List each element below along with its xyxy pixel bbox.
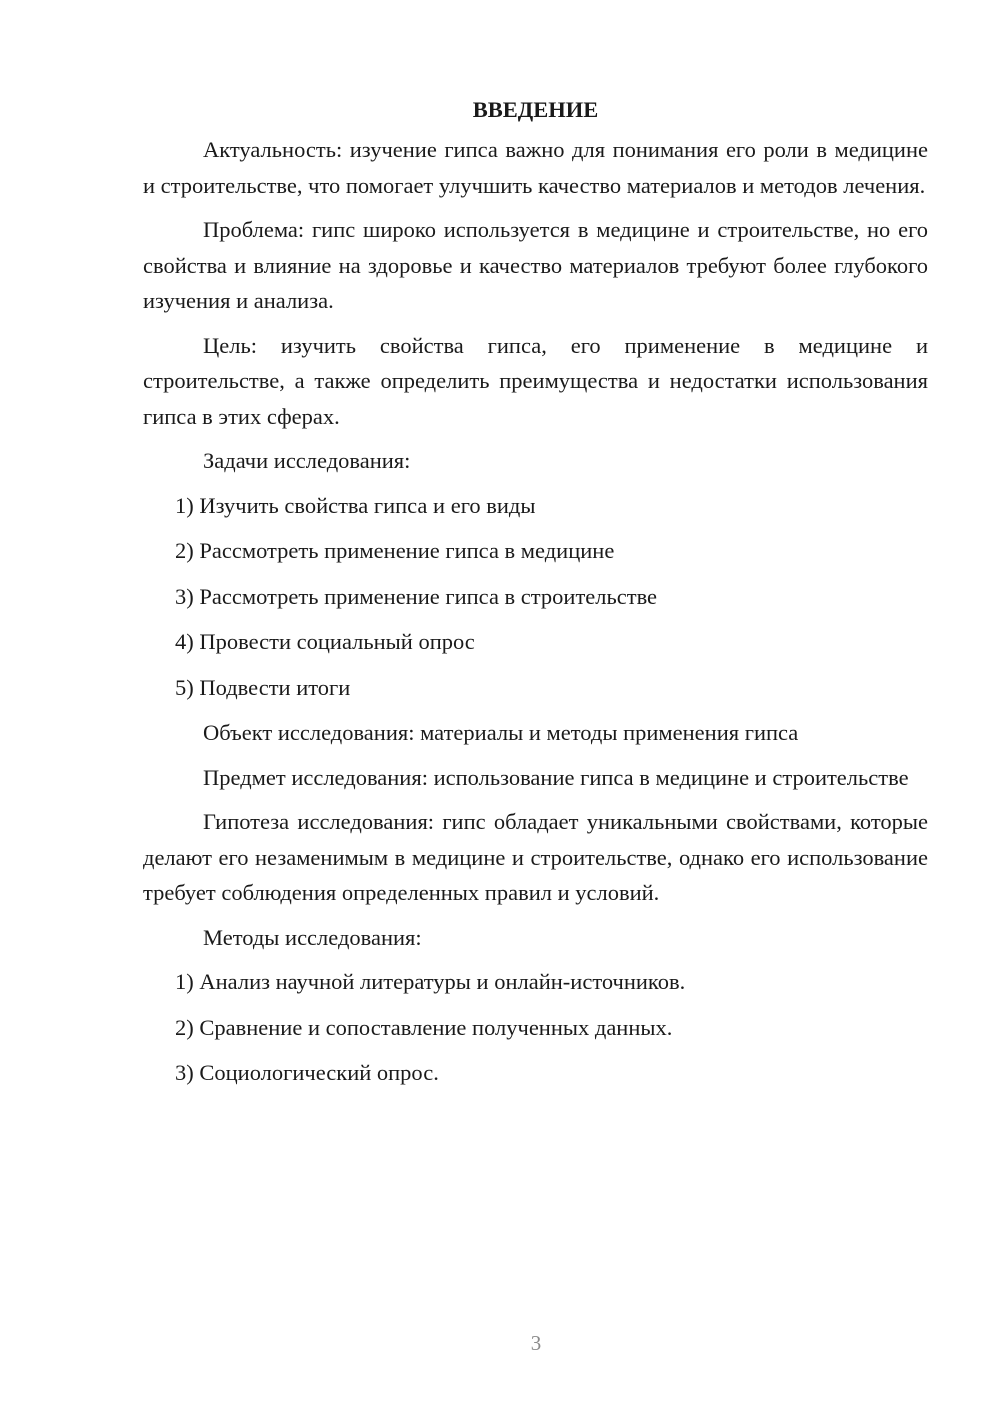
task-item-5: 5) Подвести итоги [175, 674, 351, 700]
page-number: 3 [530, 1331, 542, 1355]
methods-title: Методы исследования: [203, 924, 422, 950]
tasks-list [143, 488, 928, 706]
method-item-1: 1) Анализ научной литературы и онлайн-источников. [175, 969, 686, 994]
section-heading: ВВЕДЕНИЕ [472, 97, 599, 122]
tasks-title: Задачи исследования: [203, 448, 411, 473]
task-item-3: 3) Рассмотреть применение гипса в строительстве [175, 583, 658, 609]
method-item-2: 2) Сравнение и сопоставление полученных данных. [175, 1014, 673, 1040]
task-item-4: 4) Провести социальный опрос [175, 629, 475, 654]
paragraph-subject: Предмет исследования: использование гипса в медицине и строительстве [203, 764, 909, 790]
page-content [143, 92, 928, 1101]
paragraph-object: Объект исследования: материалы и методы применения гипса [203, 720, 799, 745]
paragraph-goal: Цель: изучить свойства гипса, его применение в медицине и строительстве, а также определить преимущества и недостатки использования гипса в этих сферах. [143, 332, 928, 429]
paragraph-problem: Проблема: гипс широко используется в медицине и строительстве, но его свойства и влияние на здоровье и качество материалов требуют более глубокого изучения и анализа. [143, 217, 928, 313]
paragraph-relevance: Актуальность: изучение гипса важно для понимания его роли в медицине и строительстве, что помогает улучшить качество материалов и методов лечения. [143, 137, 928, 198]
paragraph-hypothesis: Гипотеза исследования: гипс обладает уникальными свойствами, которые делают его незаменимым в медицине и строительстве, однако его использование требует соблюдения определенных правил и условий. [143, 809, 928, 905]
task-item-2: 2) Рассмотреть применение гипса в медицине [175, 538, 615, 563]
method-item-3: 3) Социологический опрос. [175, 1060, 439, 1085]
task-item-1: 1) Изучить свойства гипса и его виды [175, 492, 536, 518]
methods-list [143, 964, 928, 1091]
